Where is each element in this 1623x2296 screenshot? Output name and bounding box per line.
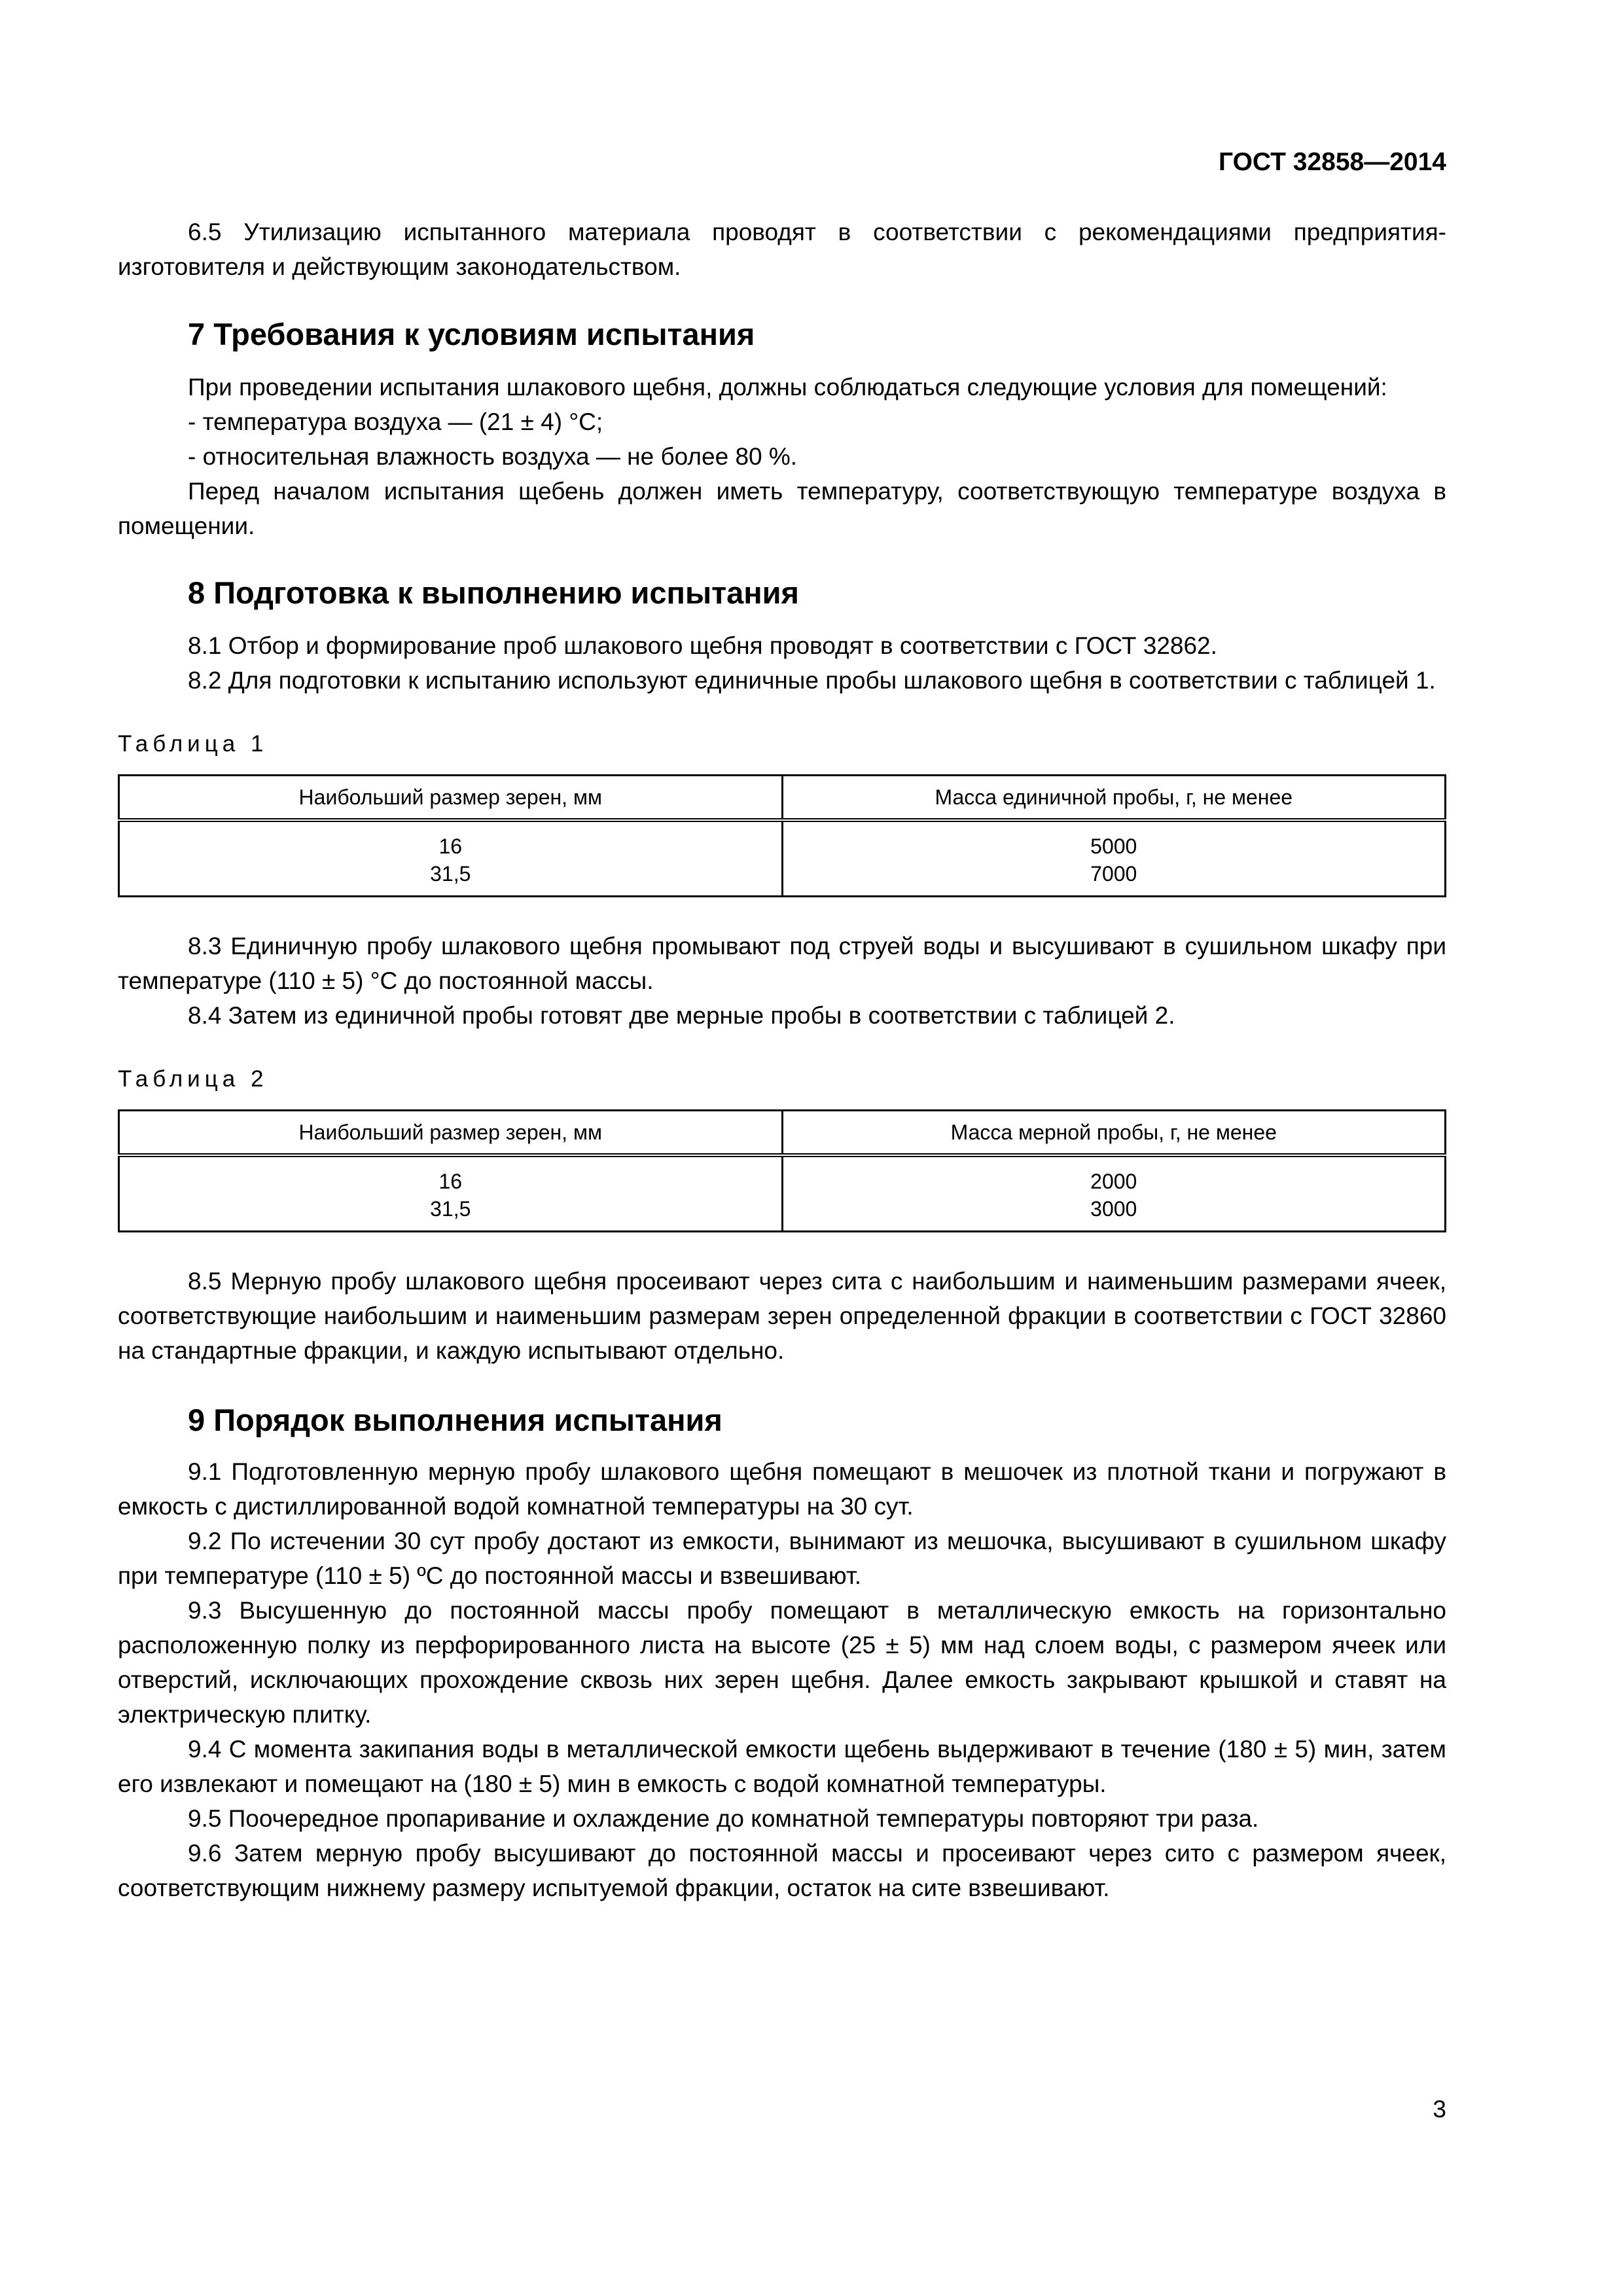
- document-code-header: ГОСТ 32858—2014: [1219, 148, 1446, 176]
- paragraph-8-3: 8.3 Единичную пробу шлакового щебня промывают под струей воды и высушивают в сушильном шкафу при температуре (110 ± 5) °C до постоянной массы.: [118, 933, 1446, 994]
- paragraph-8-1: 8.1 Отбор и формирование проб шлакового щебня проводят в соответствии с ГОСТ 32862.: [188, 632, 1217, 659]
- paragraph-9-2: 9.2 По истечении 30 сут пробу достают из емкости, вынимают из мешочка, высушивают в сушильном шкафу при температуре (110 ± 5) ºС до постоянной массы и взвешивают.: [118, 1528, 1446, 1589]
- section-7-outro: Перед началом испытания щебень должен иметь температуру, соответствующую температуре воздуха в помещении.: [118, 478, 1446, 539]
- table-2-cell-sample-mass: [782, 1155, 1446, 1232]
- page-content: [118, 215, 1446, 1905]
- table-cell-value: 31,5: [430, 862, 471, 886]
- paragraph-6-5: 6.5 Утилизацию испытанного материала проводят в соответствии с рекомендациями предприятия-изготовителя и действующим законодательством.: [118, 219, 1446, 280]
- table-row: [119, 1155, 1446, 1232]
- section-7-heading: 7 Требования к условиям испытания: [188, 317, 755, 351]
- paragraph-9-4: 9.4 С момента закипания воды в металлической емкости щебень выдерживают в течение (180 ± 5) мин, затем его извлекают и помещают на (180 ± 5) мин в емкость с водой комнатной температуры.: [118, 1736, 1446, 1797]
- paragraph-9-5: 9.5 Поочередное пропаривание и охлаждение до комнатной температуры повторяют три раза.: [188, 1805, 1259, 1832]
- table-1-header-grain-size: Наибольший размер зерен, мм: [119, 776, 783, 821]
- table-1-caption: Таблица 1: [118, 731, 268, 757]
- table-cell-value: 31,5: [430, 1197, 471, 1221]
- paragraph-9-6: 9.6 Затем мерную пробу высушивают до постоянной массы и просеивают через сито с размером ячеек, соответствующим нижнему размеру испытуемой фракции, остаток на сите взвешивают.: [118, 1840, 1446, 1901]
- table-2: [118, 1109, 1446, 1232]
- table-2-header-sample-mass: Масса мерной пробы, г, не менее: [782, 1111, 1446, 1156]
- section-7-intro: При проведении испытания шлакового щебня, должны соблюдаться следующие условия для помещений:: [188, 374, 1387, 401]
- table-2-cell-grain-size: [119, 1155, 783, 1232]
- table-2-header-grain-size: Наибольший размер зерен, мм: [119, 1111, 783, 1156]
- table-cell-value: 7000: [1090, 862, 1137, 886]
- table-row: [119, 820, 1446, 897]
- table-1-header-sample-mass: Масса единичной пробы, г, не менее: [782, 776, 1446, 821]
- table-1: [118, 774, 1446, 897]
- table-cell-value: 16: [438, 1170, 463, 1193]
- table-2-caption: Таблица 2: [118, 1066, 268, 1092]
- table-cell-value: 3000: [1090, 1197, 1137, 1221]
- table-1-cell-sample-mass: [782, 820, 1446, 897]
- table-cell-value: 16: [438, 834, 463, 858]
- table-cell-value: 2000: [1090, 1170, 1137, 1193]
- section-9-heading: 9 Порядок выполнения испытания: [188, 1403, 722, 1437]
- table-cell-value: 5000: [1090, 834, 1137, 858]
- table-1-cell-grain-size: [119, 820, 783, 897]
- paragraph-9-3: 9.3 Высушенную до постоянной массы пробу помещают в металлическую емкость на горизонтально расположенную полку из перфорированного листа на высоте (25 ± 5) мм над слоем воды, с размером ячеек или отверстий, исключающих прохождение сквозь них зерен щебня. Далее емкость закрывают крышкой и ставят на электрическую плитку.: [118, 1597, 1446, 1728]
- paragraph-8-4: 8.4 Затем из единичной пробы готовят две мерные пробы в соответствии с таблицей 2.: [188, 1002, 1175, 1029]
- table-2-header-row: [119, 1111, 1446, 1156]
- table-1-header-row: [119, 776, 1446, 821]
- paragraph-8-2: 8.2 Для подготовки к испытанию используют единичные пробы шлакового щебня в соответствии с таблицей 1.: [188, 667, 1436, 694]
- condition-item-temperature: - температура воздуха — (21 ± 4) °C;: [188, 408, 603, 435]
- paragraph-9-1: 9.1 Подготовленную мерную пробу шлакового щебня помещают в мешочек из плотной ткани и погружают в емкость с дистиллированной водой комнатной температуры на 30 сут.: [118, 1458, 1446, 1520]
- paragraph-8-5: 8.5 Мерную пробу шлакового щебня просеивают через сита с наибольшим и наименьшим размерами ячеек, соответствующие наибольшим и наименьшим размерам зерен определенной фракции в соответствии с ГОСТ 32860 на стандартные фракции, и каждую испытывают отдельно.: [118, 1268, 1446, 1364]
- condition-item-humidity: - относительная влажность воздуха — не более 80 %.: [188, 443, 798, 470]
- section-8-heading: 8 Подготовка к выполнению испытания: [188, 575, 799, 610]
- page-number: 3: [1433, 2096, 1446, 2123]
